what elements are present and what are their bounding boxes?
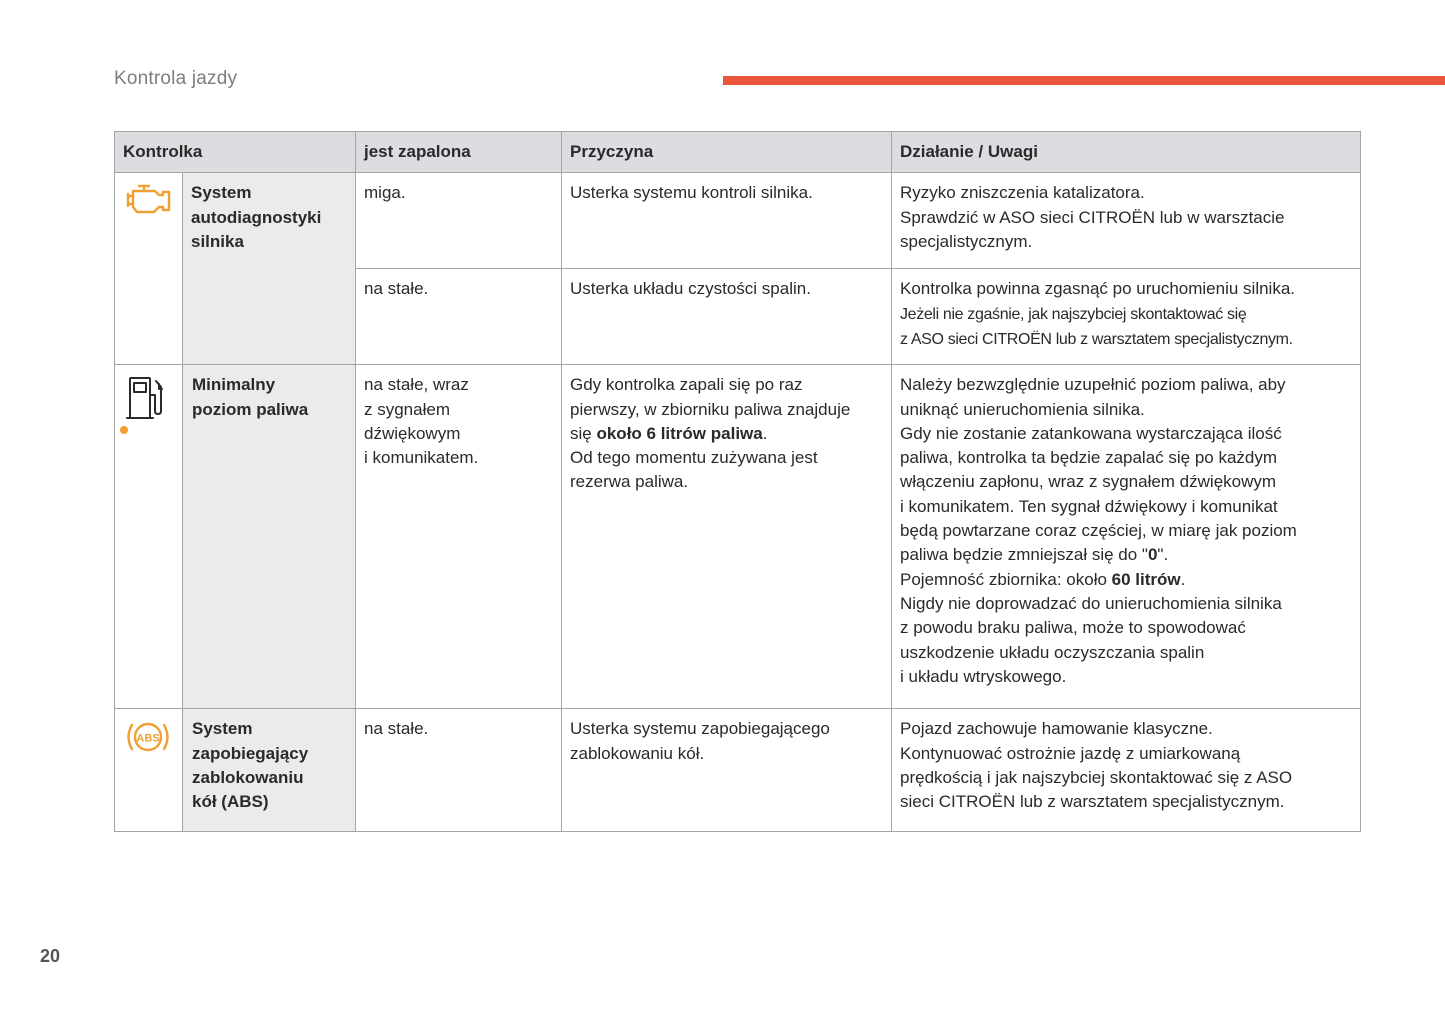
page-number: 20 bbox=[40, 946, 61, 966]
icon-cell bbox=[115, 365, 183, 709]
text-line: pierwszy, w zbiorniku paliwa znajduje bbox=[570, 399, 851, 419]
name-line: silnika bbox=[191, 231, 244, 251]
warning-lights-table bbox=[114, 131, 1361, 832]
text-line: Ryzyko zniszczenia katalizatora. bbox=[900, 183, 1145, 203]
header-state: jest zapalona bbox=[356, 132, 562, 173]
name-line: zapobiegający bbox=[192, 743, 309, 763]
text-line: sieci CITROËN lub z warsztatem specjalistycznym. bbox=[900, 792, 1285, 812]
text-line: uniknąć unieruchomienia silnika. bbox=[900, 399, 1145, 419]
name-line: Minimalny bbox=[192, 375, 276, 395]
text-line: specjalistycznym. bbox=[900, 231, 1033, 251]
icon-cell bbox=[115, 173, 183, 365]
header-cause: Przyczyna bbox=[562, 132, 892, 173]
engine-cause-1: Usterka systemu kontroli silnika. bbox=[562, 173, 892, 269]
table-row bbox=[115, 709, 1361, 832]
warning-dot-icon bbox=[120, 426, 128, 434]
text-line: Sprawdzić w ASO sieci CITROËN lub w warsztacie bbox=[900, 207, 1285, 227]
name-line: zablokowaniu bbox=[192, 767, 304, 787]
text-line: Jeżeli nie zgaśnie, jak najszybciej skontaktować się bbox=[900, 305, 1247, 323]
engine-cause-2: Usterka układu czystości spalin. bbox=[562, 269, 892, 365]
text-line: Gdy kontrolka zapali się po raz bbox=[570, 375, 803, 395]
text-line: z powodu braku paliwa, może to spowodować bbox=[900, 618, 1246, 638]
engine-action-1 bbox=[892, 173, 1361, 269]
text-line: Kontrolka powinna zgasnąć po uruchomieniu silnika. bbox=[900, 279, 1296, 299]
text-line: i komunikatem. Ten sygnał dźwiękowy i komunikat bbox=[900, 496, 1278, 516]
text-line: i komunikatem. bbox=[364, 448, 479, 468]
name-line: poziom paliwa bbox=[192, 399, 309, 419]
bold-text: 0 bbox=[1147, 545, 1158, 565]
bold-text: 60 litrów bbox=[1111, 569, 1181, 589]
text-line: będą powtarzane coraz częściej, w miarę jak poziom bbox=[900, 521, 1297, 541]
text-line: z sygnałem bbox=[364, 399, 450, 419]
fuel-action bbox=[892, 365, 1361, 709]
text-line: zablokowaniu kół. bbox=[570, 743, 705, 763]
text-line: Nigdy nie doprowadzać do unieruchomienia silnika bbox=[900, 593, 1282, 613]
text-line: paliwa, kontrolka ta będzie zapalać się po każdym bbox=[900, 448, 1278, 468]
fuel-cause bbox=[562, 365, 892, 709]
engine-action-2 bbox=[892, 269, 1361, 365]
abs-icon-text: ABS bbox=[136, 732, 160, 745]
fuel-state bbox=[356, 365, 562, 709]
text-line: Usterka systemu zapobiegającego bbox=[570, 719, 830, 739]
engine-icon bbox=[123, 181, 173, 226]
bold-text: około 6 litrów paliwa bbox=[596, 423, 763, 443]
table-row bbox=[115, 365, 1361, 709]
engine-name bbox=[183, 173, 356, 365]
header-action: Działanie / Uwagi bbox=[892, 132, 1361, 173]
text-line: Pojazd zachowuje hamowanie klasyczne. bbox=[900, 719, 1213, 739]
text-line: dźwiękowym bbox=[364, 423, 461, 443]
text-line: i układu wtryskowego. bbox=[900, 666, 1067, 686]
name-line: kół (ABS) bbox=[192, 792, 269, 812]
text-part: się bbox=[570, 423, 597, 443]
header-kontrolka: Kontrolka bbox=[115, 132, 356, 173]
fuel-pump-icon bbox=[123, 373, 169, 430]
section-title: Kontrola jazdy bbox=[114, 68, 238, 89]
text-line: z ASO sieci CITROËN lub z warsztatem specjalistycznym. bbox=[900, 330, 1293, 348]
table-row bbox=[115, 173, 1361, 269]
text-line: prędkością i jak najszybciej skontaktować się z ASO bbox=[900, 767, 1293, 787]
accent-bar bbox=[723, 76, 1445, 85]
text-part: . bbox=[1180, 569, 1186, 589]
text-line: rezerwa paliwa. bbox=[570, 472, 689, 492]
abs-name bbox=[183, 709, 356, 832]
text-line: na stałe, wraz bbox=[364, 375, 469, 395]
text-line: Kontynuować ostrożnie jazdę z umiarkowaną bbox=[900, 743, 1241, 763]
text-part: ". bbox=[1157, 545, 1169, 565]
abs-cause bbox=[562, 709, 892, 832]
name-line: System bbox=[191, 183, 252, 203]
engine-state-1: miga. bbox=[356, 173, 562, 269]
abs-icon bbox=[123, 717, 173, 764]
name-line: autodiagnostyki bbox=[191, 207, 322, 227]
text-part: paliwa będzie zmniejszał się do " bbox=[900, 545, 1148, 565]
name-line: System bbox=[192, 719, 253, 739]
text-line: Należy bezwzględnie uzupełnić poziom paliwa, aby bbox=[900, 375, 1286, 395]
text-line: włączeniu zapłonu, wraz z sygnałem dźwiękowym bbox=[900, 472, 1277, 492]
abs-action bbox=[892, 709, 1361, 832]
text-part: Pojemność zbiornika: około bbox=[900, 569, 1112, 589]
text-line: Od tego momentu zużywana jest bbox=[570, 448, 818, 468]
abs-state: na stałe. bbox=[356, 709, 562, 832]
engine-state-2: na stałe. bbox=[356, 269, 562, 365]
table-header-row bbox=[115, 132, 1361, 173]
text-part: . bbox=[762, 423, 768, 443]
text-line: Gdy nie zostanie zatankowana wystarczająca ilość bbox=[900, 423, 1282, 443]
text-line: uszkodzenie układu oczyszczania spalin bbox=[900, 642, 1205, 662]
icon-cell bbox=[115, 709, 183, 832]
fuel-name bbox=[183, 365, 356, 709]
